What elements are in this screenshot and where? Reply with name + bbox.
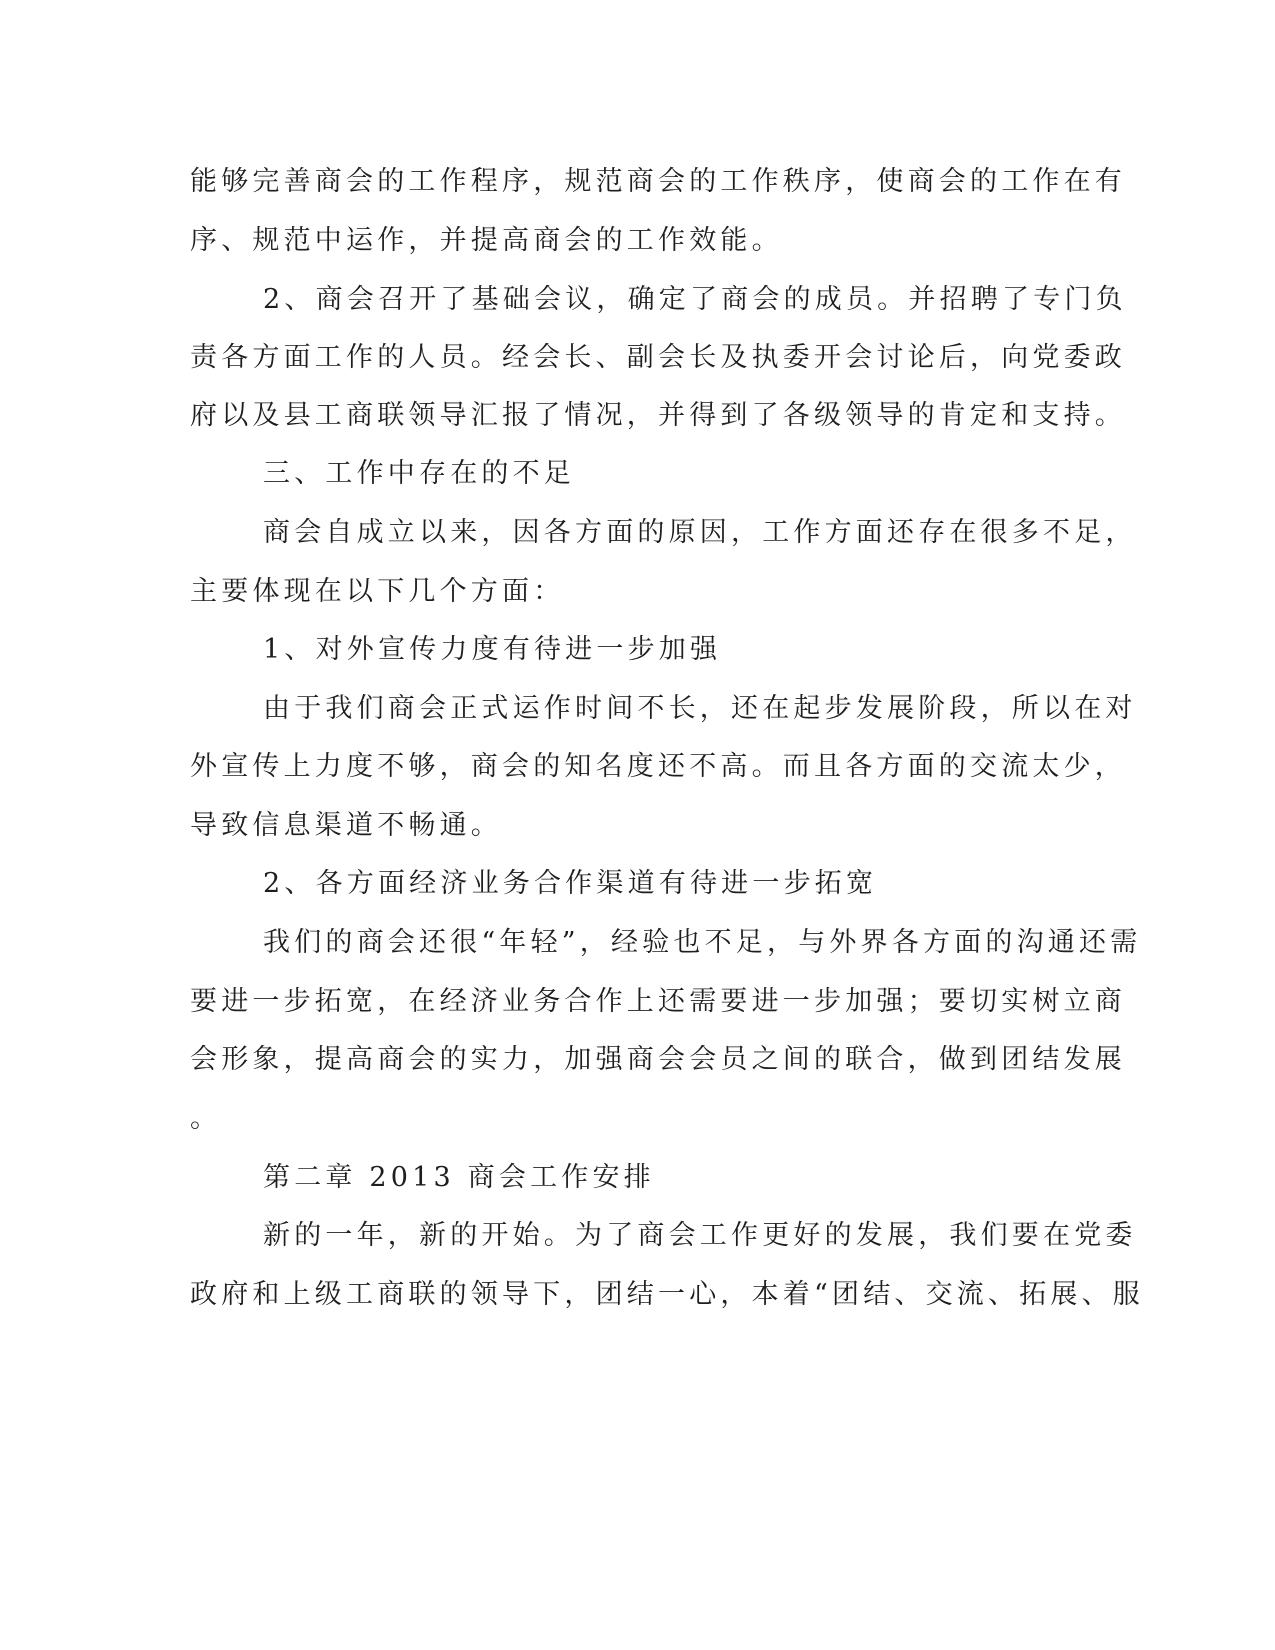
chapter-heading: 第二章 2013 商会工作安排 (263, 1162, 655, 1193)
text-line: 导致信息渠道不畅通。 (190, 810, 502, 841)
text-line: 外宣传上力度不够，商会的知名度还不高。而且各方面的交流太少， (190, 751, 1126, 782)
text-line: 商会自成立以来，因各方面的原因，工作方面还存在很多不足， (263, 517, 1137, 548)
text-line: 序、规范中运作，并提高商会的工作效能。 (190, 225, 783, 256)
text-line: 主要体现在以下几个方面： (190, 576, 565, 607)
text-line: 。 (190, 1103, 222, 1134)
text-line: 政府和上级工商联的领导下，团结一心，本着“团结、交流、拓展、服 (190, 1279, 1145, 1310)
text-line: 责各方面工作的人员。经会长、副会长及执委开会讨论后，向党委政 (190, 342, 1126, 373)
text-line: 府以及县工商联领导汇报了情况，并得到了各级领导的肯定和支持。 (190, 400, 1126, 431)
section-heading: 三、工作中存在的不足 (263, 458, 575, 489)
text-line: 我们的商会还很“年轻”，经验也不足，与外界各方面的沟通还需 (263, 927, 1142, 958)
text-line: 会形象，提高商会的实力，加强商会会员之间的联合，做到团结发展 (190, 1044, 1126, 1075)
text-line: 由于我们商会正式运作时间不长，还在起步发展阶段，所以在对 (263, 693, 1137, 724)
text-line: 新的一年，新的开始。为了商会工作更好的发展，我们要在党委 (263, 1220, 1137, 1251)
text-line: 能够完善商会的工作程序，规范商会的工作秩序，使商会的工作在有 (190, 166, 1126, 197)
text-line: 2、商会召开了基础会议，确定了商会的成员。并招聘了专门负 (263, 284, 1127, 315)
subsection-heading: 1、对外宣传力度有待进一步加强 (263, 634, 722, 665)
text-line: 要进一步拓宽，在经济业务合作上还需要进一步加强；要切实树立商 (190, 986, 1126, 1017)
subsection-heading: 2、各方面经济业务合作渠道有待进一步拓宽 (263, 868, 878, 899)
